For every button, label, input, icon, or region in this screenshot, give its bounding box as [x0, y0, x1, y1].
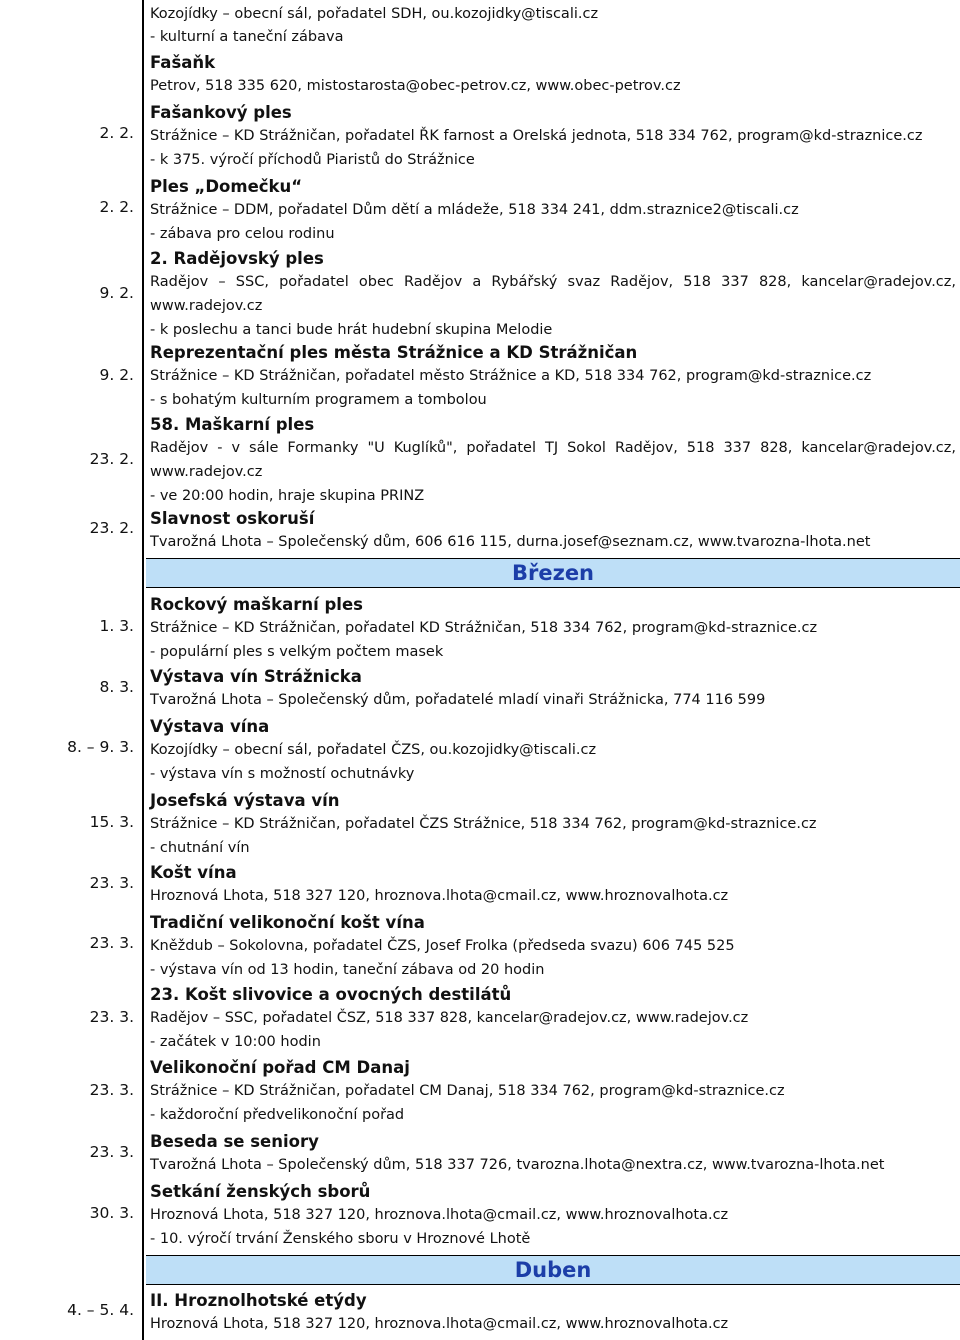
- event-date: 9. 2.: [99, 284, 134, 302]
- event-title: Josefská výstava vín: [150, 791, 340, 810]
- event-detail-line: Tvarožná Lhota – Společenský dům, 606 616 115, durna.josef@seznam.cz, www.tvarozna-lhota.net: [150, 534, 871, 550]
- event-date: 15. 3.: [89, 813, 134, 831]
- event-entry: [150, 52, 956, 98]
- event-entry: [150, 790, 956, 860]
- event-detail-line: www.radejov.cz: [150, 298, 263, 314]
- event-entry: [150, 508, 956, 554]
- event-detail-line: - začátek v 10:00 hodin: [150, 1034, 321, 1050]
- event-detail-line: Strážnice – KD Strážničan, pořadatel město Strážnice a KD, 518 334 762, program@kd-straznice.cz: [150, 368, 872, 384]
- event-entry: [150, 984, 956, 1054]
- event-title: Výstava vín Strážnicka: [150, 667, 362, 686]
- event-entry: [150, 594, 956, 664]
- event-detail-line: Hroznová Lhota, 518 327 120, hroznova.lhota@cmail.cz, www.hroznovalhota.cz: [150, 1316, 729, 1332]
- event-entry: [150, 248, 956, 342]
- event-entry: [150, 1181, 956, 1251]
- month-heading: Duben: [514, 1258, 592, 1282]
- event-date: 23. 2.: [89, 519, 134, 537]
- event-entry: [150, 1131, 956, 1177]
- event-entry: [150, 414, 956, 508]
- event-detail-line: - každoroční předvelikonoční pořad: [150, 1107, 405, 1123]
- event-title: II. Hroznolhotské etýdy: [150, 1291, 367, 1310]
- event-detail-line: - chutnání vín: [150, 840, 250, 856]
- event-date: 1. 3.: [99, 617, 134, 635]
- event-detail-line: - k 375. výročí příchodů Piaristů do Strážnice: [150, 152, 475, 168]
- event-detail-line: Radějov – SSC, pořadatel obec Radějov a Rybářský svaz Radějov, 518 337 828, kancelar@radejov.cz,: [150, 274, 956, 290]
- event-detail-line: Strážnice – KD Strážničan, pořadatel CM Danaj, 518 334 762, program@kd-straznice.cz: [150, 1083, 785, 1099]
- event-date: 30. 3.: [89, 1204, 134, 1222]
- event-entry: [150, 1290, 956, 1336]
- month-banner-march: [146, 558, 960, 588]
- event-detail-line: - kulturní a taneční zábava: [150, 29, 344, 45]
- month-banner-april: [146, 1255, 960, 1285]
- event-date: 23. 3.: [89, 1143, 134, 1161]
- event-entry: [150, 912, 956, 982]
- event-title: Tradiční velikonoční košt vína: [150, 913, 425, 932]
- event-date: 23. 3.: [89, 934, 134, 952]
- event-detail-line: - ve 20:00 hodin, hraje skupina PRINZ: [150, 488, 425, 504]
- event-detail-line: - s bohatým kulturním programem a tombolou: [150, 392, 487, 408]
- event-detail-line: Radějov - v sále Formanky "U Kuglíků", pořadatel TJ Sokol Radějov, 518 337 828, kancelar@radejov.cz,: [150, 440, 956, 456]
- event-detail-line: Strážnice – KD Strážničan, pořadatel ŘK farnost a Orelská jednota, 518 334 762, program@kd-straznice.cz: [150, 128, 923, 144]
- event-detail-line: - zábava pro celou rodinu: [150, 226, 335, 242]
- event-detail-line: - 10. výročí trvání Ženského sboru v Hroznové Lhotě: [150, 1231, 531, 1247]
- event-date: 23. 3.: [89, 874, 134, 892]
- event-title: Slavnost oskoruší: [150, 509, 315, 528]
- event-detail-line: Strážnice – DDM, pořadatel Dům dětí a mládeže, 518 334 241, ddm.straznice2@tiscali.cz: [150, 202, 799, 218]
- event-detail-line: Kněždub – Sokolovna, pořadatel ČZS, Josef Frolka (předseda svazu) 606 745 525: [150, 938, 735, 954]
- event-date: 8. 3.: [99, 678, 134, 696]
- event-entry: [150, 176, 956, 246]
- event-title: 23. Košt slivovice a ovocných destilátů: [150, 985, 512, 1004]
- event-detail-line: - výstava vín s možností ochutnávky: [150, 766, 415, 782]
- event-continuation: [150, 3, 956, 49]
- event-title: 2. Radějovský ples: [150, 249, 324, 268]
- event-title: Setkání ženských sborů: [150, 1182, 371, 1201]
- column-divider: [142, 0, 144, 1340]
- event-title: 58. Maškarní ples: [150, 415, 315, 434]
- event-date: 4. – 5. 4.: [67, 1301, 134, 1319]
- event-entry: [150, 862, 956, 908]
- event-date: 23. 2.: [89, 450, 134, 468]
- event-detail-line: Strážnice – KD Strážničan, pořadatel ČZS Strážnice, 518 334 762, program@kd-straznice.cz: [150, 816, 817, 832]
- event-detail-line: Strážnice – KD Strážničan, pořadatel KD Strážničan, 518 334 762, program@kd-straznice.cz: [150, 620, 818, 636]
- month-heading: Březen: [511, 561, 595, 585]
- event-date: 8. – 9. 3.: [67, 738, 134, 756]
- event-title: Košt vína: [150, 863, 237, 882]
- event-title: Velikonoční pořad CM Danaj: [150, 1058, 410, 1077]
- event-detail-line: - populární ples s velkým počtem masek: [150, 644, 444, 660]
- event-detail-line: - výstava vín od 13 hodin, taneční zábava od 20 hodin: [150, 962, 545, 978]
- event-date: 9. 2.: [99, 366, 134, 384]
- event-detail-line: Radějov – SSC, pořadatel ČSZ, 518 337 828, kancelar@radejov.cz, www.radejov.cz: [150, 1010, 749, 1026]
- event-title: Fašaňk: [150, 53, 216, 72]
- event-detail-line: Kozojídky – obecní sál, pořadatel SDH, ou.kozojidky@tiscali.cz: [150, 6, 599, 22]
- event-date: 23. 3.: [89, 1081, 134, 1099]
- event-title: Ples „Domečku“: [150, 177, 303, 196]
- event-title: Reprezentační ples města Strážnice a KD Strážničan: [150, 343, 638, 362]
- event-detail-line: Petrov, 518 335 620, mistostarosta@obec-petrov.cz, www.obec-petrov.cz: [150, 78, 681, 94]
- event-entry: [150, 1057, 956, 1127]
- event-entry: [150, 716, 956, 786]
- event-title: Rockový maškarní ples: [150, 595, 363, 614]
- event-title: Výstava vína: [150, 717, 270, 736]
- event-date: 23. 3.: [89, 1008, 134, 1026]
- event-detail-line: Kozojídky – obecní sál, pořadatel ČZS, ou.kozojidky@tiscali.cz: [150, 742, 597, 758]
- event-detail-line: - k poslechu a tanci bude hrát hudební skupina Melodie: [150, 322, 553, 338]
- event-detail-line: www.radejov.cz: [150, 464, 263, 480]
- event-date: 2. 2.: [99, 124, 134, 142]
- event-title: Beseda se seniory: [150, 1132, 319, 1151]
- event-date: 2. 2.: [99, 198, 134, 216]
- event-detail-line: Hroznová Lhota, 518 327 120, hroznova.lhota@cmail.cz, www.hroznovalhota.cz: [150, 888, 729, 904]
- event-entry: [150, 342, 956, 412]
- event-title: Fašankový ples: [150, 103, 292, 122]
- event-detail-line: Hroznová Lhota, 518 327 120, hroznova.lhota@cmail.cz, www.hroznovalhota.cz: [150, 1207, 729, 1223]
- event-detail-line: Tvarožná Lhota – Společenský dům, 518 337 726, tvarozna.lhota@nextra.cz, www.tvarozna-lhota.net: [150, 1157, 885, 1173]
- event-entry: [150, 102, 956, 172]
- event-detail-line: Tvarožná Lhota – Společenský dům, pořadatelé mladí vinaři Strážnicka, 774 116 599: [150, 692, 766, 708]
- event-entry: [150, 666, 956, 712]
